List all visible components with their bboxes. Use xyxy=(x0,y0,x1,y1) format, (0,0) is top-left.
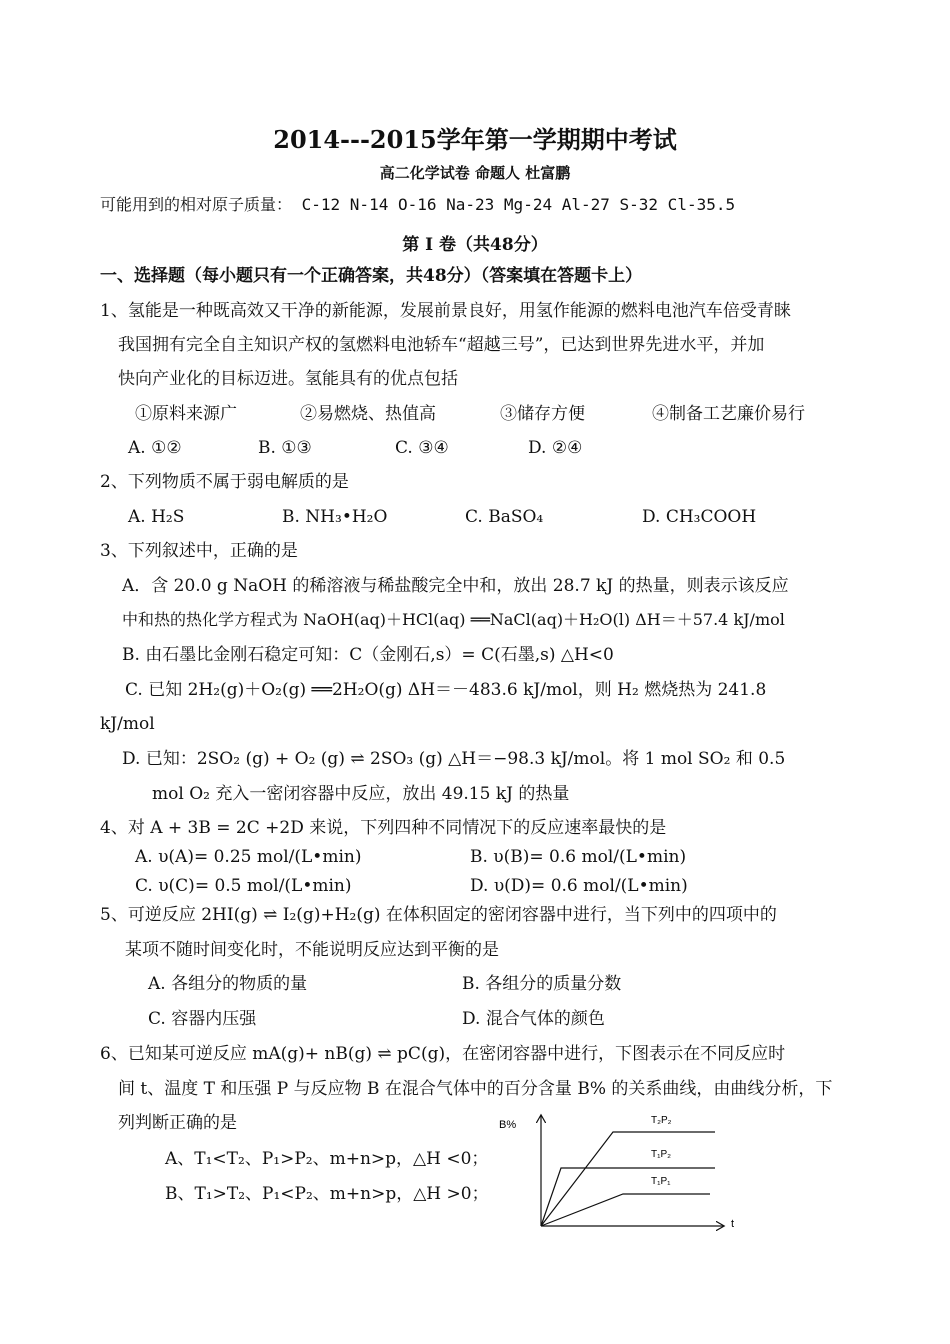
q4-option-b: B. υ(B)= 0.6 mol/(L•min) xyxy=(470,847,687,867)
q3-option-c-line1: C. 已知 2H₂(g)＋O₂(g) ══2H₂O(g) ΔH＝－483.6 kJ/mol，则 H₂ 燃烧热为 241.8 xyxy=(125,680,767,700)
series-label-t1p1: T₁P₁ xyxy=(651,1176,671,1187)
q3-option-c-line2: kJ/mol xyxy=(100,714,155,734)
section-title: 第 I 卷（共48分） xyxy=(402,235,548,255)
q5-option-b: B. 各组分的质量分数 xyxy=(462,974,622,994)
b-percent-chart xyxy=(495,1112,755,1237)
q1-option-d: D. ②④ xyxy=(528,438,583,458)
atomic-masses: 可能用到的相对原子质量： C-12 N-14 O-16 Na-23 Mg-24 Al-27 S-32 Cl-35.5 xyxy=(100,195,736,214)
series-line-t1p2 xyxy=(541,1168,715,1226)
q2-stem: 2、下列物质不属于弱电解质的是 xyxy=(100,472,349,492)
q2-option-b: B. NH₃•H₂O xyxy=(282,507,388,527)
q2-option-a: A. H₂S xyxy=(128,507,185,527)
q6-stem-line2: 间 t、温度 T 和压强 P 与反应物 B 在混合气体中的百分含量 B% 的关系曲线，由曲线分析，下 xyxy=(118,1079,833,1099)
q3-stem: 3、下列叙述中，正确的是 xyxy=(100,541,298,561)
q3-option-d-line2: mol O₂ 充入一密闭容器中反应，放出 49.15 kJ 的热量 xyxy=(152,784,570,804)
q4-option-d: D. υ(D)= 0.6 mol/(L•min) xyxy=(470,876,688,896)
q4-option-a: A. υ(A)= 0.25 mol/(L•min) xyxy=(135,847,362,867)
series-label-t2p2: T₂P₂ xyxy=(651,1115,672,1126)
q1-option-a: A. ①② xyxy=(128,438,182,458)
q4-stem: 4、对 A + 3B = 2C +2D 来说，下列四种不同情况下的反应速率最快的是 xyxy=(100,818,667,838)
q1-stem-line3: 快向产业化的目标迈进。氢能具有的优点包括 xyxy=(118,369,458,389)
q2-option-d: D. CH₃COOH xyxy=(642,507,757,527)
exam-title: 2014---2015学年第一学期期中考试 xyxy=(273,125,677,154)
q1-item-1: ①原料来源广 xyxy=(135,404,237,424)
q5-stem-line2: 某项不随时间变化时，不能说明反应达到平衡的是 xyxy=(125,940,499,960)
q5-option-a: A. 各组分的物质的量 xyxy=(148,974,308,994)
x-axis-label: t xyxy=(731,1218,735,1230)
q5-option-d: D. 混合气体的颜色 xyxy=(462,1009,605,1029)
q1-stem-line1: 1、氢能是一种既高效又干净的新能源，发展前景良好，用氢作能源的燃料电池汽车倍受青睐 xyxy=(100,301,791,321)
q6-stem-line1: 6、已知某可逆反应 mA(g)+ nB(g) ⇌ pC(g)，在密闭容器中进行，下图表示在不同反应时 xyxy=(100,1044,786,1064)
q3-option-a-line2: 中和热的热化学方程式为 NaOH(aq)＋HCl(aq) ══NaCl(aq)＋H₂O(l) ΔH＝＋57.4 kJ/mol xyxy=(122,610,785,629)
exam-subtitle: 高二化学试卷 命题人 杜富鹏 xyxy=(379,164,571,182)
q1-item-4: ④制备工艺廉价易行 xyxy=(652,404,805,424)
q5-stem-line1: 5、可逆反应 2HI(g) ⇌ I₂(g)+H₂(g) 在体积固定的密闭容器中进行，当下列中的四项中的 xyxy=(100,905,777,925)
q1-stem-line2: 我国拥有完全自主知识产权的氢燃料电池轿车“超越三号”，已达到世界先进水平，并加 xyxy=(118,335,765,355)
y-axis-label: B% xyxy=(499,1119,517,1131)
series-line-t1p1 xyxy=(541,1194,710,1226)
q4-option-c: C. υ(C)= 0.5 mol/(L•min) xyxy=(135,876,352,896)
q1-option-b: B. ①③ xyxy=(258,438,312,458)
q1-item-3: ③储存方便 xyxy=(500,404,585,424)
q3-option-a-line1: A．含 20.0 g NaOH 的稀溶液与稀盐酸完全中和，放出 28.7 kJ 的热量，则表示该反应 xyxy=(122,576,789,596)
q1-item-2: ②易燃烧、热值高 xyxy=(300,404,436,424)
series-line-t2p2 xyxy=(541,1132,715,1226)
q1-option-c: C. ③④ xyxy=(395,438,449,458)
q6-stem-line3: 列判断正确的是 xyxy=(118,1113,237,1133)
series-label-t1p2: T₁P₂ xyxy=(651,1149,672,1160)
q6-option-b: B、T₁>T₂、P₁<P₂、m+n>p，△H >0； xyxy=(165,1184,489,1204)
q3-option-d-line1: D. 已知：2SO₂ (g) + O₂ (g) ⇌ 2SO₃ (g) △H＝−98.3 kJ/mol。将 1 mol SO₂ 和 0.5 xyxy=(122,749,786,769)
q2-option-c: C. BaSO₄ xyxy=(465,507,544,527)
q3-option-b: B. 由石墨比金刚石稳定可知：C（金刚石,s）= C(石墨,s) △H<0 xyxy=(122,645,614,665)
q5-option-c: C. 容器内压强 xyxy=(148,1009,257,1029)
q6-option-a: A、T₁<T₂、P₁>P₂、m+n>p，△H <0； xyxy=(165,1149,489,1169)
part-title: 一、选择题（每小题只有一个正确答案，共48分）（答案填在答题卡上） xyxy=(100,266,643,286)
